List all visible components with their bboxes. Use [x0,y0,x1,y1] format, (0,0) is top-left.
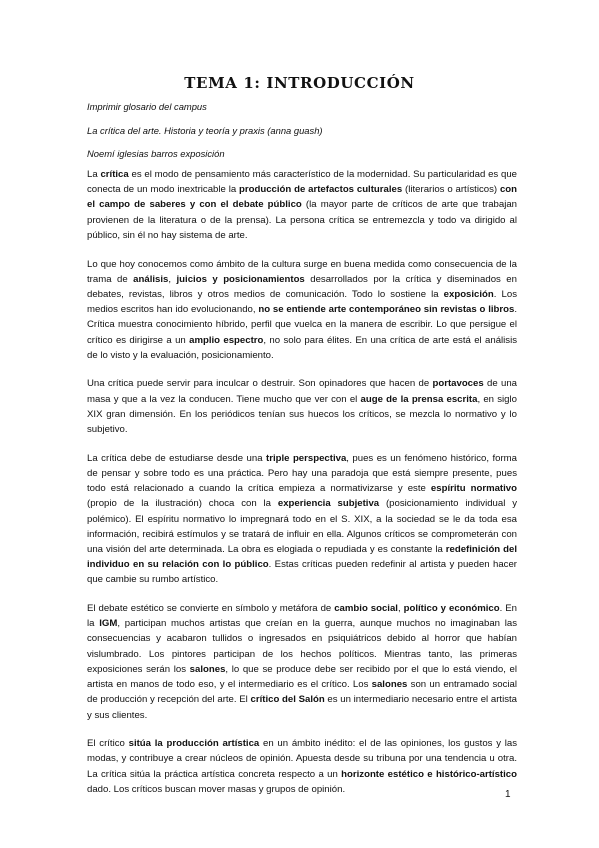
text-run: Una crítica puede servir para inculcar o destruir. Son opinadores que hacen de [87,378,433,390]
bold-term: amplio espectro [189,334,264,346]
bold-term: sitúa la producción artística [128,738,260,750]
text-run: , participan muchos artistas que creían en la guerra, aunque muchos no imaginaban las consecuencias y acabaron tullidos o ingresados en psiquiátricos debido al horror que habían vislumbrado. Los pintores participan de los hechos políticos. Mientras tanto, las primeras exposiciones serán los [87,618,517,675]
bold-term: horizonte estético e histórico-artístico [341,768,517,780]
text-run: , [397,603,404,615]
text-run: El crítico [87,738,129,750]
bold-term: crítica [100,169,129,180]
paragraph [87,451,517,588]
bold-term: auge de la prensa escrita [360,393,478,405]
text-run: La [87,169,101,180]
text-run: desarrollados por la crítica y diseminados en debates, revistas, libros y otros medios de comunicación. Todo lo sostiene la [87,273,517,300]
paragraph [87,736,517,797]
text-run: . En la [87,603,517,630]
bold-term: triple perspectiva [266,452,347,464]
bold-term: exposición [443,288,494,300]
paragraph [87,601,517,723]
bold-term: portavoces [432,378,484,390]
text-run: La crítica debe de estudiarse desde una [87,452,267,464]
text-run: (propio de la ilustración) choca con la [87,498,278,510]
text-run: de una masa y que a la vez la conducen. Tiene mucho que ver con el [87,378,517,405]
text-run: , pues es un fenómeno histórico, forma de pensar y sobre todo es una práctica. Pero hay una paradoja que está siempre presente, pues todo está relacionado a cuando la crítica empieza a normativizarse y este [87,452,517,495]
text-run: . Los medios escritos han ido evolucionando, [87,288,517,316]
bold-term: espíritu normativo [430,483,517,495]
text-run: es el modo de pensamiento más característico de la modernidad. Su particularidad es que conecta de un modo inextricable la [87,169,517,196]
text-run: , en siglo XIX gran dimensión. En los periódicos tenían sus huecos los críticos, se mezcla lo normativo y lo subjetivo. [87,393,517,436]
bold-term: juicios y posicionamientos [176,273,305,285]
note-line: Noemí iglesias barros exposición [87,148,225,159]
bold-term: crítico del Salón [250,694,325,706]
text-run: . Crítica muestra conocimiento híbrido, perfil que vuelca en la manera de escribir. Lo que persigue el crítico es dirigirse a un [87,304,517,346]
bold-term: análisis [133,273,169,285]
bold-term: IGM [99,618,118,630]
text-run: en un ámbito inédito: el de las opiniones, los gustos y las modas, y contribuye a crear núcleos de opinión. Apuesta desde su tribuna por una tendencia u otra. La crítica sitúa la práctica artística concreta respecto a un [87,738,517,780]
body-text [87,167,517,811]
text-run: es un intermediario necesario entre el artista y sus clientes. [87,694,518,721]
text-run: , lo que se produce debe ser recibido por el que lo está viendo, el artista en manos de todo eso, y el intermediario es el crítico. Los [87,663,517,691]
paragraph [87,376,517,437]
bold-term: con el campo de saberes y con el debate público [87,184,518,211]
text-run: (posicionamiento individual y polémico). El espíritu normativo lo impregnará todo en el S. XIX, a la sociedad se le da toda esa información, recibirá estímulos y se tratará de influir en ella. Algunos críticos se comprometerán con una visión del arte determinada. La obra es elogiada o repudiada y es constante la [87,498,517,555]
text-run: El debate estético se convierte en símbolo y metáfora de [87,603,335,615]
note-line: La crítica del arte. Historia y teoría y praxis (anna guash) [87,125,323,136]
paragraph [87,257,517,363]
bold-term: no se entiende arte contemporáneo sin revistas o libros [258,304,515,316]
bold-term: salones [371,679,408,691]
document-title: TEMA 1: INTRODUCCIÓN [184,74,415,92]
text-run: son un entramado social de producción y recepción del arte. El [87,679,517,706]
bold-term: experiencia subjetiva [277,498,380,510]
page-number: 1 [505,789,511,800]
bold-term: redefinición del individuo en su relación con lo público [87,543,518,571]
text-run: , no solo para élites. En una crítica de arte está el análisis de lo visto y la evaluación, posicionamiento. [87,334,518,361]
bold-term: político y económico [403,603,500,615]
text-run: Lo que hoy conocemos como ámbito de la cultura surge en buena medida como consecuencia de la trama de [87,258,517,285]
text-run: dado. Los críticos buscan mover masas y grupos de opinión. [87,783,346,795]
paragraph [87,167,517,243]
bold-term: producción de artefactos culturales [239,184,403,196]
text-run: . Estas críticas pueden redefinir al artista y pueden hacer que cambie su rumbo artístico. [87,559,517,586]
bold-term: salones [189,663,226,675]
note-line: Imprimir glosario del campus [87,101,207,112]
text-run: (literarios o artísticos) [402,184,500,196]
bold-term: cambio social [334,603,398,615]
text-run: , [168,273,177,285]
text-run: (la mayor parte de críticos de arte que trabajan provienen de la literatura o de la prensa). La persona crítica se entremezcla y todo va dirigido al público, sin él no hay sistema de arte. [87,199,518,241]
